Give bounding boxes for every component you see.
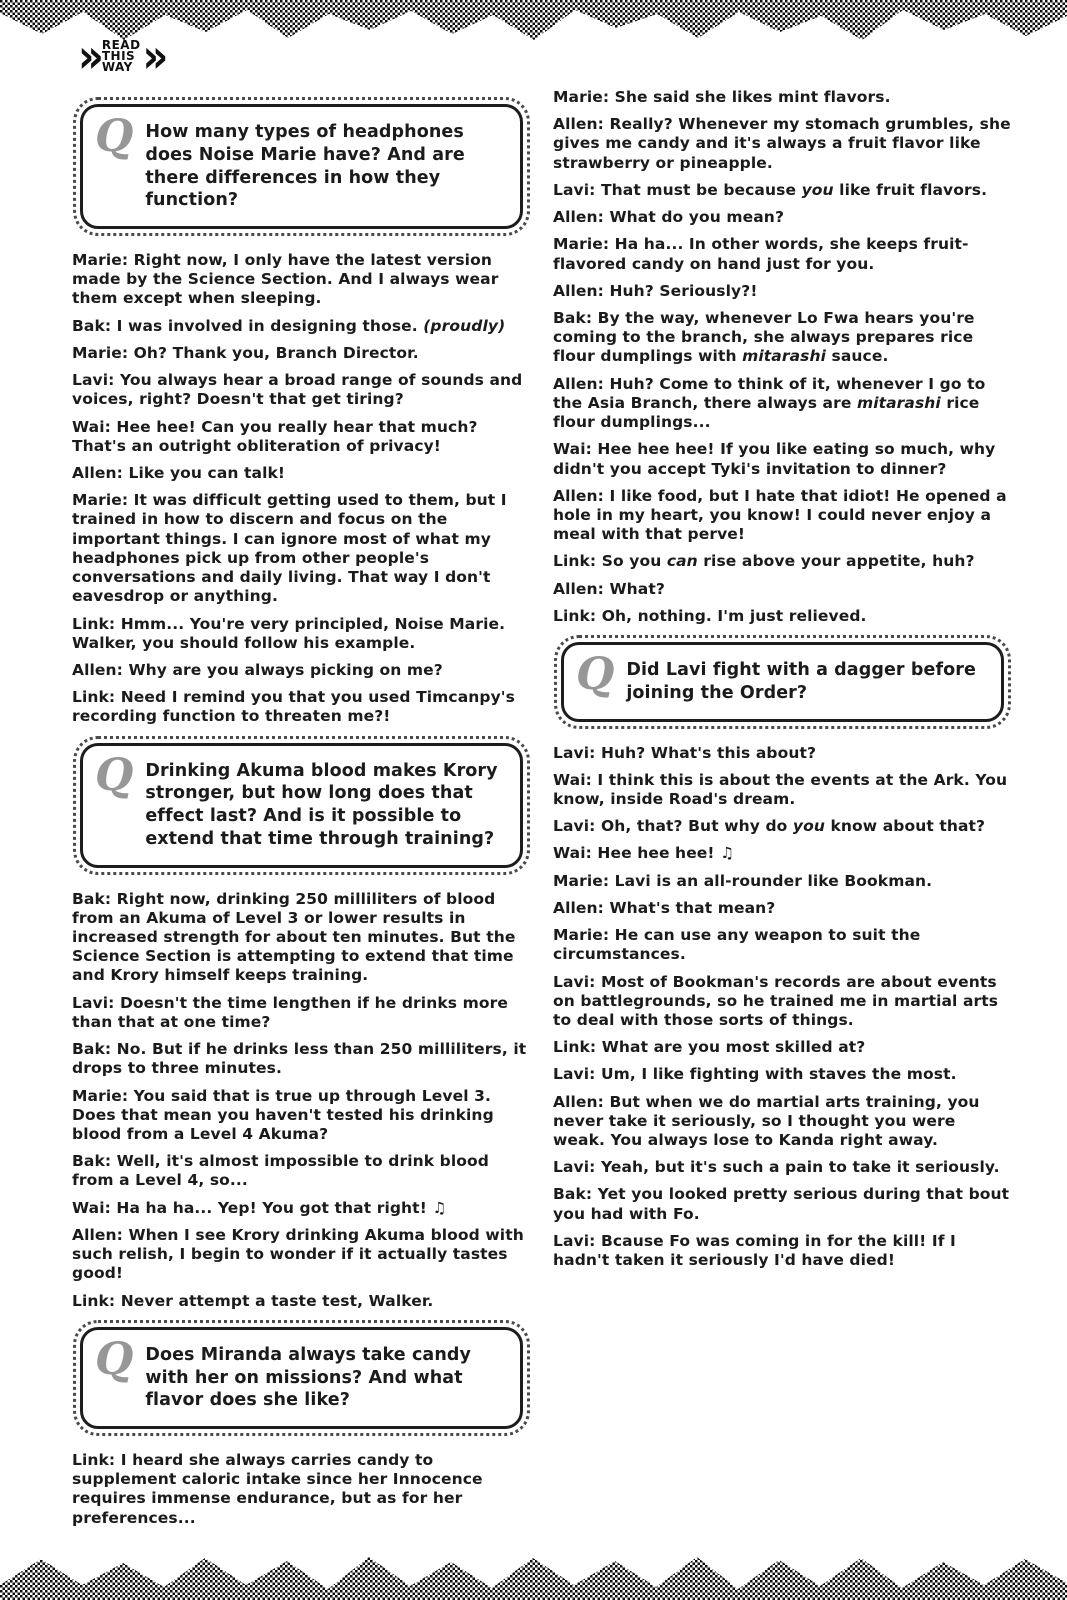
question-text: Does Miranda always take candy with her on missions? And what flavor does she like? xyxy=(145,1344,472,1411)
question-box-frame xyxy=(80,743,523,868)
text-columns xyxy=(72,88,1012,1536)
dialogue-line: Marie: Right now, I only have the latest version made by the Science Section. And I always wear them except when sleeping. xyxy=(72,251,499,308)
dialogue-line: Marie: Oh? Thank you, Branch Director. xyxy=(72,343,419,362)
dialogue-line: Bak: Right now, drinking 250 milliliters of blood from an Akuma of Level 3 or lower results in increased strength for about ten minutes. But the Science Section is attempting to extend that time and Krory himself keeps training. xyxy=(72,889,516,985)
dialogue-line: Wai: I think this is about the events at the Ark. You know, inside Road's dream. xyxy=(553,770,1008,808)
chevron-right-icon: » xyxy=(78,30,100,83)
dialogue-line: Allen: When I see Krory drinking Akuma blood with such relish, I begin to wonder if it actually tastes good! xyxy=(72,1225,524,1283)
dialogue-line: Allen: What's that mean? xyxy=(553,898,776,917)
dialogue-line: Link: Never attempt a taste test, Walker. xyxy=(72,1291,434,1310)
dialogue-line: Link: Need I remind you that you used Timcanpy's recording function to threaten me?! xyxy=(72,688,515,726)
question-box-frame xyxy=(561,642,1004,722)
emphasized-word: can xyxy=(666,552,698,571)
dialogue-line: Allen: What do you mean? xyxy=(553,208,785,227)
read-this-way-marker xyxy=(78,30,165,83)
dialogue-line: Allen: I like food, but I hate that idiot! He opened a hole in my heart, you know! I could never enjoy a meal with that perve! xyxy=(553,486,1007,544)
dialogue-line: Lavi: Doesn't the time lengthen if he drinks more than that at one time? xyxy=(72,993,508,1031)
dialogue-line: Wai: Hee hee! Can you really hear that much? That's an outright obliteration of privacy! xyxy=(72,417,478,455)
question-text: Drinking Akuma blood makes Krory stronger, but how long does that effect last? And is it possible to extend that time through training? xyxy=(145,760,498,849)
dialogue-line: Bak: Well, it's almost impossible to drink blood from a Level 4, so... xyxy=(72,1152,489,1190)
dialogue-line: Allen: Really? Whenever my stomach grumbles, she gives me candy and it's always a fruit flavor like strawberry or pineapple. xyxy=(553,115,1011,172)
dialogue-line: Lavi: Bcause Fo was coming in for the kill! If I hadn't taken it seriously I'd have died! xyxy=(553,1231,956,1270)
question-q-icon: Q xyxy=(95,1333,134,1385)
dialogue-line: Lavi: Yeah, but it's such a pain to take it seriously. xyxy=(553,1158,1000,1177)
dialogue-line: Lavi: Oh, that? But why do you know about that? xyxy=(553,817,986,836)
dialogue-line: Lavi: Huh? What's this about? xyxy=(553,743,817,762)
dialogue-line: Wai: Hee hee hee! If you like eating so much, why didn't you accept Tyki's invitation to dinner? xyxy=(553,440,996,478)
question-box-frame xyxy=(80,1327,523,1429)
question-q-icon: Q xyxy=(576,649,615,701)
dialogue-line: Marie: It was difficult getting used to them, but I trained in how to discern and focus on the important things. I can ignore most of what my headphones pick up from other people's conversations and daily living. That way I don't eavesdrop or anything. xyxy=(72,491,507,606)
dialogue-line: Marie: You said that is true up through Level 3. Does that mean you haven't tested his drinking blood from a Level 4 Akuma? xyxy=(72,1086,494,1143)
dialogue-line: Allen: Like you can talk! xyxy=(72,463,286,482)
question-box xyxy=(74,98,529,235)
right-column xyxy=(553,88,1012,1536)
dialogue-line: Allen: Huh? Seriously?! xyxy=(553,281,758,300)
bottom-zigzag-border xyxy=(0,1545,1067,1600)
dialogue-line: Allen: But when we do martial arts training, you never take it seriously, so I thought you were weak. You always lose to Kanda right away. xyxy=(553,1092,980,1150)
dialogue-line: Link: Oh, nothing. I'm just relieved. xyxy=(553,606,867,625)
question-box xyxy=(74,1321,529,1435)
dialogue-line: Wai: Ha ha ha... Yep! You got that right! ♫ xyxy=(72,1198,447,1217)
left-column xyxy=(72,88,531,1536)
dialogue-line: Wai: Hee hee hee! ♫ xyxy=(553,844,735,863)
dialogue-line: Lavi: Um, I like fighting with staves the most. xyxy=(553,1065,957,1084)
question-q-icon: Q xyxy=(95,749,134,801)
emphasized-word: you xyxy=(792,817,825,836)
question-text: Did Lavi fight with a dagger before joining the Order? xyxy=(626,660,976,703)
dialogue-line: Link: What are you most skilled at? xyxy=(553,1038,866,1057)
chevron-right-icon: » xyxy=(142,30,165,83)
read-line: READ xyxy=(101,38,141,52)
dialogue-line: Lavi: That must be because you like fruit flavors. xyxy=(553,180,988,199)
dialogue-line: Marie: He can use any weapon to suit the circumstances. xyxy=(553,926,921,964)
emphasized-word: mitarashi xyxy=(742,347,827,366)
question-q-icon: Q xyxy=(95,111,134,162)
dialogue-line: Marie: Lavi is an all-rounder like Bookman. xyxy=(553,871,933,890)
emphasized-word: (proudly) xyxy=(423,316,506,335)
dialogue-line: Marie: Ha ha... In other words, she keeps fruit-flavored candy on hand just for you. xyxy=(553,235,969,273)
question-box xyxy=(555,636,1010,728)
dialogue-line: Allen: Why are you always picking on me? xyxy=(72,660,443,679)
emphasized-word: you xyxy=(801,180,834,199)
question-box xyxy=(74,737,529,874)
dialogue-line: Bak: No. But if he drinks less than 250 milliliters, it drops to three minutes. xyxy=(72,1040,527,1078)
emphasized-word: mitarashi xyxy=(856,393,941,412)
dialogue-line: Link: Hmm... You're very principled, Noise Marie. Walker, you should follow his example. xyxy=(72,614,506,652)
dialogue-line: Allen: Huh? Come to think of it, whenever I go to the Asia Branch, there always are mitarashi rice flour dumplings... xyxy=(553,374,986,432)
dialogue-line: Lavi: Most of Bookman's records are about events on battlegrounds, so he trained me in martial arts to deal with those sorts of things. xyxy=(553,972,999,1029)
dialogue-line: Link: So you can rise above your appetite, huh? xyxy=(553,552,975,571)
dialogue-line: Marie: She said she likes mint flavors. xyxy=(553,88,891,106)
read-this-way-label xyxy=(102,40,141,73)
way-line: WAY xyxy=(101,60,133,74)
question-box-frame xyxy=(80,104,523,229)
dialogue-line: Bak: By the way, whenever Lo Fwa hears you're coming to the branch, she always prepares rice flour dumplings with mitarashi sauce. xyxy=(553,308,975,366)
dialogue-line: Link: I heard she always carries candy to supplement caloric intake since her Innocence requires immense endurance, but as for her preferences... xyxy=(72,1451,483,1527)
dialogue-line: Allen: What? xyxy=(553,579,665,598)
question-text: How many types of headphones does Noise Marie have? And are there differences in how they function? xyxy=(145,122,465,211)
this-line: THIS xyxy=(101,49,136,63)
dialogue-line: Bak: Yet you looked pretty serious during that bout you had with Fo. xyxy=(553,1185,1010,1223)
dialogue-line: Lavi: You always hear a broad range of sounds and voices, right? Doesn't that get tiring? xyxy=(72,371,523,409)
dialogue-line: Bak: I was involved in designing those. (proudly) xyxy=(72,316,506,335)
